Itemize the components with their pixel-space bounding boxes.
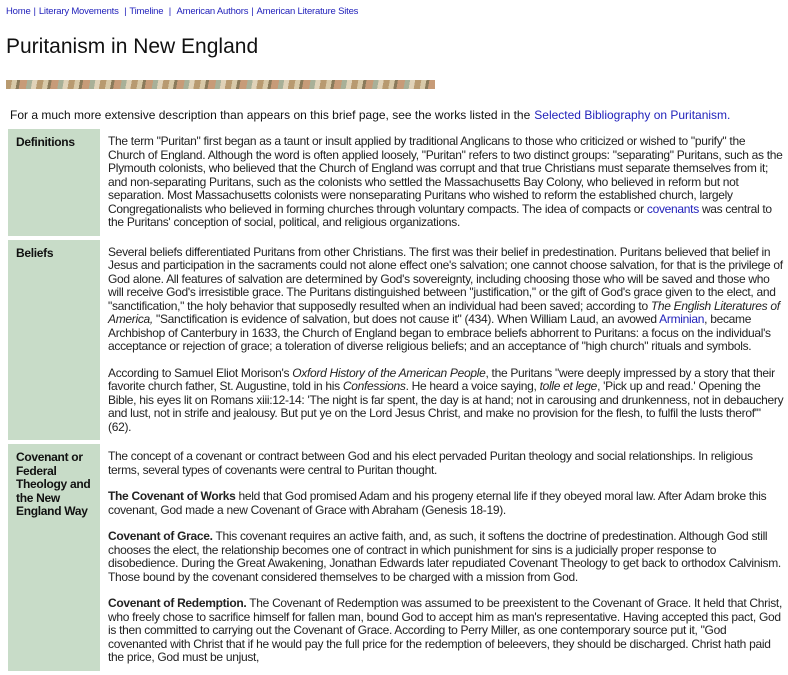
nav-literary-movements[interactable]: Literary Movements <box>38 6 119 17</box>
separator: | <box>166 6 174 17</box>
text: . He heard a voice saying, <box>405 379 540 393</box>
latin-phrase: tolle et lege <box>539 379 598 393</box>
paragraph <box>108 490 784 517</box>
text: The Covenant of Redemption was assumed to be preexistent to the Covenant of Grace. It held that Christ, who freely chose to sacrifice himself for fallen man, bound God to accept him as man's representative. Having accepted this pact, God is then committed to carrying out the Covenant of Grace. According to Perry Miller, as one contemporary source put it, "God covenanted with Christ that if he would pay the full price for the redemption of beleevers, they should be discharged. Christ hath paid the price, God must be unjust, <box>108 596 782 664</box>
bibliography-link[interactable]: Selected Bibliography on Puritanism. <box>534 108 731 122</box>
book-title: The English Literatures of America, <box>108 298 780 326</box>
term: Covenant of Redemption. <box>108 596 247 610</box>
intro-text <box>10 108 730 122</box>
term: Covenant of Grace. <box>108 529 213 543</box>
paragraph <box>108 135 784 230</box>
paragraph <box>108 246 784 354</box>
covenants-link[interactable]: covenants <box>646 201 699 216</box>
marbled-banner-image <box>6 80 435 89</box>
label-definitions: Definitions <box>8 129 100 236</box>
paragraph <box>108 367 784 435</box>
nav-home[interactable]: Home <box>6 6 31 17</box>
term: The Covenant of Works <box>108 489 236 503</box>
beliefs-text <box>102 240 786 441</box>
definitions-text <box>102 129 786 236</box>
row-definitions <box>8 129 786 236</box>
text: held that God promised Adam and his progeny eternal life if they obeyed moral law. After Adam broke this covenant, God made a new Covenant of Grace with Abraham (Genesis 18-19). <box>108 489 767 517</box>
paragraph <box>108 597 784 665</box>
nav-timeline[interactable]: Timeline <box>129 6 164 17</box>
covenant-text <box>102 444 786 671</box>
text: , 'Pick up and read.' Opening the Bible, his eyes lit on Romans xiii:12-14: 'The night is far spent, the day is at hand; not in carousing and drunkenness, not in debauchery and lust, not in strife and jealousy. But put ye on the Lord Jesus Christ, and make no provision for the flesh, to fulfil the lusts therof'" (62). <box>108 379 784 434</box>
text: , the Puritans "were deeply impressed by a story that their favorite church father, St. Augustine, told in his <box>108 365 775 393</box>
book-title: Confessions <box>342 379 406 393</box>
text: Several beliefs differentiated Puritans from other Christians. The first was their belief in predestination. Puritans believed that belief in Jesus and participation in the sacraments could not alone effect one's salvation; one cannot choose salvation, for that is the privilege of God alone. All features of salvation are determined by God's sovereignty, including choosing those who will be saved and those who will receive God's irresistible grace. The Puritans distinguished between "justification," or the gift of God's grace given to the elect, and "sanctification," the holy behavior that supposedly resulted when an individual had been saved; according to <box>108 244 783 313</box>
page-title: Puritanism in New England <box>6 35 259 58</box>
paragraph <box>108 530 784 584</box>
text: "Sanctification is evidence of salvation, but does not cause it" (434). When William Laud, an avowed <box>152 312 660 326</box>
nav-american-authors[interactable]: American Authors <box>176 6 249 17</box>
label-covenant: Covenant or Federal Theology and the New England Way <box>8 444 100 671</box>
text: This covenant requires an active faith, and, as such, it softens the doctrine of predestination. Although God still chooses the elect, the relationship becomes one of contract in which punishment for sins is a judicially proper response to disobedience. During the Great Awakening, Jonathan Edwards later repudiated Covenant Theology to get back to orthodox Calvinism. Those bound by the covenant considered themselves to be charged with a mission from God. <box>108 529 781 584</box>
row-beliefs <box>8 240 786 441</box>
text: was central to the Puritans' conception of social, political, and religious organizations. <box>108 201 772 229</box>
text: , became Archbishop of Canterbury in 1633, the Church of England began to embrace beliefs abhorrent to Puritans: a focus on the individual's acceptance or rejection of grace; a toleration of diverse religious beliefs; and an acceptance of "high church" rituals and symbols. <box>108 312 771 353</box>
top-nav <box>6 6 358 17</box>
book-title: Oxford History of the American People <box>292 365 486 380</box>
content-table <box>6 125 788 675</box>
intro-sentence: For a much more extensive description than appears on this brief page, see the works listed in the <box>10 108 531 122</box>
row-covenant <box>8 444 786 671</box>
text: The term "Puritan" first began as a taunt or insult applied by traditional Anglicans to those who criticized or wished to "purify" the Church of England. Although the word is often applied loosely, "Puritan" refers to two distinct groups: "separating" Puritans, such as the Plymouth colonists, who believed that the Church of England was corrupt and that true Christians must separate themselves from it; and non-separating Puritans, such as the colonists who settled the Massachusetts Bay Colony, who believed in reform but not separation. Most Massachusetts colonists were nonseparating Puritans who wished to reform the established church, largely Congregationalists who believed in forming churches through voluntary compacts. The idea of compacts or <box>108 134 783 216</box>
separator: | <box>121 6 127 17</box>
text: According to Samuel Eliot Morison's <box>108 365 293 380</box>
arminian-link[interactable]: Arminian <box>659 312 705 326</box>
separator: | <box>33 6 36 17</box>
nav-american-literature-sites[interactable]: American Literature Sites <box>256 6 359 17</box>
label-beliefs: Beliefs <box>8 240 100 441</box>
paragraph: The concept of a covenant or contract between God and his elect pervaded Puritan theology and social relationships. In religious terms, several types of covenants were central to Puritan thought. <box>108 449 753 477</box>
separator: | <box>251 6 254 17</box>
